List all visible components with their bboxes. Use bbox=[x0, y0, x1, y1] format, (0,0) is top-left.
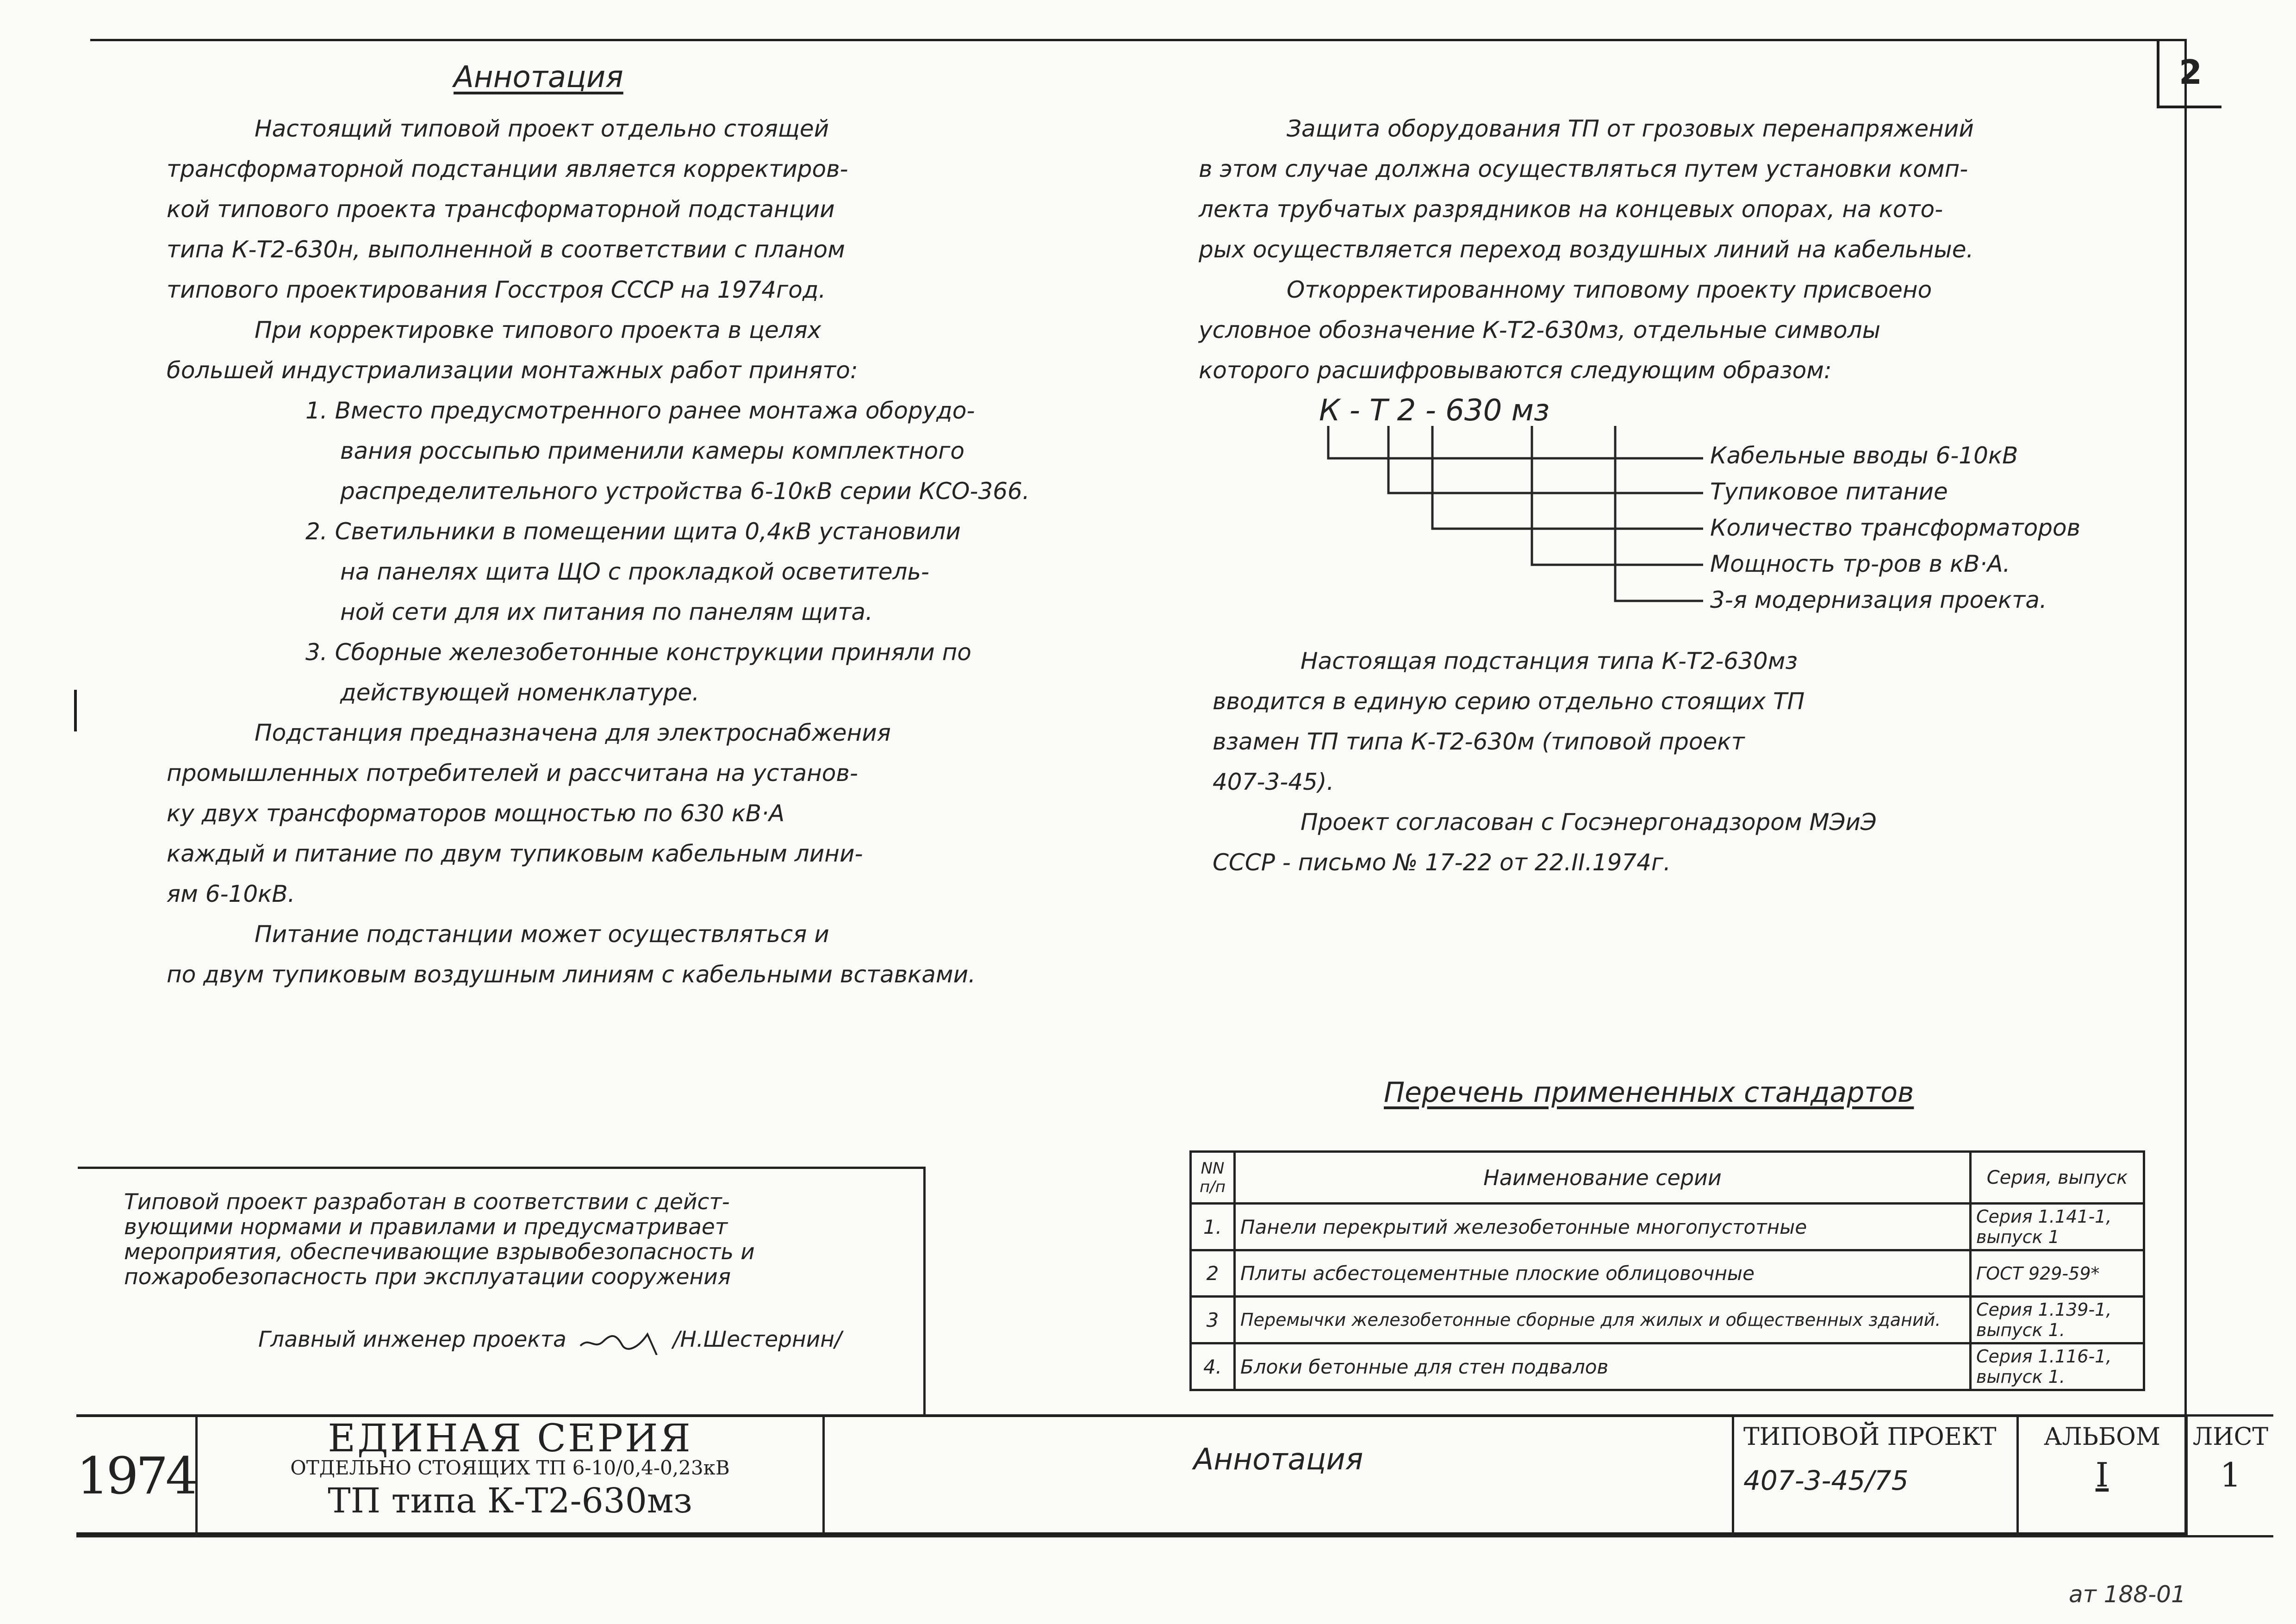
text-line: Питание подстанции может осуществляться и bbox=[255, 921, 829, 948]
text-line: Защита оборудования ТП от грозовых перенапряжений bbox=[1287, 115, 1974, 142]
tb-year-cell bbox=[76, 1414, 198, 1537]
frame-left-tick bbox=[74, 690, 77, 731]
row-num: 1. bbox=[1191, 1204, 1235, 1250]
text-line: по двум тупиковым воздушным линиям с кабельными вставками. bbox=[167, 961, 976, 988]
annotation-list-item-1 bbox=[167, 391, 1115, 512]
annotation-body bbox=[167, 109, 1115, 995]
note-box bbox=[78, 1167, 926, 1417]
protection-para bbox=[1199, 109, 2171, 270]
row-name: Перемычки железобетонные сборные для жилых и общественных зданий. bbox=[1235, 1297, 1971, 1343]
right-column-bottom bbox=[1213, 641, 2184, 883]
text-line: на панелях щита ЩО с прокладкой осветитель- bbox=[340, 558, 929, 585]
approval-para bbox=[1213, 802, 2184, 883]
tb-project-number: 407-3-45/75 bbox=[1743, 1465, 1909, 1496]
footer-mark: ат 188-01 bbox=[2069, 1581, 2186, 1608]
right-column-top bbox=[1199, 109, 2171, 391]
text-line: промышленных потребителей и рассчитана на установ- bbox=[167, 760, 858, 787]
header-num: NN п/п bbox=[1191, 1152, 1235, 1204]
note-line: пожаробезопасность при эксплуатации сооружения bbox=[124, 1264, 731, 1290]
table-row bbox=[1191, 1250, 2144, 1297]
text-line: условное обозначение К-Т2-630мз, отдельные символы bbox=[1199, 317, 1881, 344]
text-line: ку двух трансформаторов мощностью по 630 кВ·А bbox=[167, 800, 785, 827]
table-row bbox=[1191, 1297, 2144, 1343]
annotation-para-2 bbox=[167, 310, 1115, 391]
tb-project-label: ТИПОВОЙ ПРОЕКТ bbox=[1743, 1423, 1997, 1451]
table-row bbox=[1191, 1204, 2144, 1250]
designation-para bbox=[1199, 270, 2171, 391]
text-line: которого расшифровываются следующим образом: bbox=[1199, 357, 1832, 384]
text-line: Откорректированному типовому проекту присвоено bbox=[1287, 276, 1932, 303]
text-line: Настоящая подстанция типа К-Т2-630мз bbox=[1300, 648, 1798, 675]
series-para bbox=[1213, 641, 2184, 802]
note-line: вующими нормами и правилами и предусматривает bbox=[124, 1214, 728, 1240]
note-line: мероприятия, обеспечивающие взрывобезопасность и bbox=[124, 1239, 755, 1265]
row-name: Блоки бетонные для стен подвалов bbox=[1235, 1343, 1971, 1390]
text-line: 3. Сборные железобетонные конструкции приняли по bbox=[305, 639, 971, 666]
text-line: Проект согласован с Госэнергонадзором МЭиЭ bbox=[1300, 809, 1877, 836]
tb-series-sub: ОТДЕЛЬНО СТОЯЩИХ ТП 6-10/0,4-0,23кВ bbox=[290, 1456, 730, 1479]
standards-table bbox=[1189, 1150, 2145, 1391]
tb-sheet-value: 1 bbox=[2220, 1455, 2241, 1494]
tb-album-label: АЛЬБОМ bbox=[2044, 1423, 2160, 1451]
note-text bbox=[124, 1190, 914, 1290]
row-num: 3 bbox=[1191, 1297, 1235, 1343]
tb-album-cell bbox=[2016, 1414, 2188, 1537]
text-line: каждый и питание по двум тупиковым кабельным лини- bbox=[167, 840, 863, 867]
legend-item: Мощность тр-ров в кВ·А. bbox=[1710, 550, 2010, 577]
legend-item: 3-я модернизация проекта. bbox=[1710, 587, 2047, 613]
text-line: Настоящий типовой проект отдельно стоящей bbox=[255, 115, 829, 142]
row-series: Серия 1.139-1, выпуск 1. bbox=[1971, 1297, 2144, 1343]
text-line: 1. Вместо предусмотренного ранее монтажа оборудо- bbox=[305, 397, 975, 424]
text-line: вания россыпью применили камеры комплектного bbox=[340, 437, 964, 464]
header-name: Наименование серии bbox=[1235, 1152, 1971, 1204]
text-line: в этом случае должна осуществляться путем установки комп- bbox=[1199, 156, 1968, 182]
text-line: действующей номенклатуре. bbox=[340, 679, 700, 706]
text-line: лекта трубчатых разрядников на концевых опорах, на кото- bbox=[1199, 196, 1943, 223]
tb-series-type: ТП типа К-Т2-630мз bbox=[328, 1481, 692, 1521]
standards-title: Перечень примененных стандартов bbox=[1384, 1076, 1914, 1109]
tb-sheet-label: ЛИСТ bbox=[2192, 1423, 2269, 1451]
signer-name: /Н.Шестернин/ bbox=[672, 1327, 842, 1352]
row-name: Плиты асбестоцементные плоские облицовочные bbox=[1235, 1250, 1971, 1297]
frame-right bbox=[2184, 39, 2187, 1534]
text-line: 2. Светильники в помещении щита 0,4кВ установили bbox=[305, 518, 961, 545]
tb-album-value: I bbox=[2095, 1455, 2109, 1494]
signature-row bbox=[124, 1327, 914, 1355]
sheet-number: 2 bbox=[2178, 53, 2203, 92]
text-line: ной сети для их питания по панелям щита. bbox=[340, 599, 873, 625]
row-series: Серия 1.141-1, выпуск 1 bbox=[1971, 1204, 2144, 1250]
row-series: Серия 1.116-1, выпуск 1. bbox=[1971, 1343, 2144, 1390]
signature-label: Главный инженер проекта bbox=[258, 1327, 566, 1352]
tb-sheet-cell bbox=[2185, 1414, 2273, 1537]
text-line: При корректировке типового проекта в целях bbox=[255, 317, 821, 344]
text-line: типа К-Т2-630н, выполненной в соответствии с планом bbox=[167, 236, 845, 263]
note-line: Типовой проект разработан в соответствии с дейст- bbox=[124, 1189, 730, 1215]
legend-item: Количество трансформаторов bbox=[1710, 514, 2081, 541]
tb-series-cell bbox=[195, 1414, 825, 1537]
text-line: распределительного устройства 6-10кВ серии КСО-366. bbox=[340, 478, 1030, 505]
text-line: кой типового проекта трансформаторной подстанции bbox=[167, 196, 835, 223]
sheet-number-box bbox=[2157, 39, 2221, 108]
header-series: Серия, выпуск bbox=[1971, 1152, 2144, 1204]
row-name: Панели перекрытий железобетонные многопустотные bbox=[1235, 1204, 1971, 1250]
annotation-list-item-2 bbox=[167, 512, 1115, 632]
row-num: 2 bbox=[1191, 1250, 1235, 1297]
text-line: вводится в единую серию отдельно стоящих ТП bbox=[1213, 688, 1805, 715]
text-line: Подстанция предназначена для электроснабжения bbox=[255, 719, 891, 746]
designation-legend bbox=[1710, 437, 2080, 618]
text-line: взамен ТП типа К-Т2-630м (типовой проект bbox=[1213, 728, 1745, 755]
legend-item: Кабельные вводы 6-10кВ bbox=[1710, 442, 2018, 469]
designation-diagram bbox=[1319, 426, 1712, 643]
legend-item: Тупиковое питание bbox=[1710, 478, 1948, 505]
row-series: ГОСТ 929-59* bbox=[1971, 1250, 2144, 1297]
text-line: 407-3-45). bbox=[1213, 768, 1334, 795]
text-line: трансформаторной подстанции является корректиров- bbox=[167, 156, 848, 182]
tb-series-title: ЕДИНАЯ СЕРИЯ bbox=[328, 1417, 692, 1461]
tb-doc-name: Аннотация bbox=[1193, 1443, 1363, 1477]
row-num: 4. bbox=[1191, 1343, 1235, 1390]
text-line: типового проектирования Госстроя СССР на 1974год. bbox=[167, 276, 826, 303]
tb-project-cell bbox=[1732, 1414, 2019, 1537]
text-line: рых осуществляется переход воздушных линий на кабельные. bbox=[1199, 236, 1974, 263]
text-line: ям 6-10кВ. bbox=[167, 881, 295, 907]
title-block bbox=[76, 1414, 2269, 1535]
text-line: большей индустриализации монтажных работ принято: bbox=[167, 357, 858, 384]
text-line: СССР - письмо № 17-22 от 22.II.1974г. bbox=[1213, 849, 1671, 876]
designation-code: К - Т 2 - 630 мз bbox=[1319, 394, 1549, 428]
frame-top bbox=[90, 39, 2187, 41]
signature-mark bbox=[578, 1327, 661, 1355]
annotation-title: Аннотация bbox=[454, 60, 623, 94]
annotation-para-3 bbox=[167, 713, 1115, 914]
table-header-row bbox=[1191, 1152, 2144, 1204]
annotation-para-4 bbox=[167, 914, 1115, 995]
annotation-para-1 bbox=[167, 109, 1115, 310]
annotation-list-item-3 bbox=[167, 632, 1115, 713]
tb-docname-cell bbox=[822, 1414, 1734, 1537]
tb-year: 1974 bbox=[76, 1446, 195, 1505]
table-row bbox=[1191, 1343, 2144, 1390]
